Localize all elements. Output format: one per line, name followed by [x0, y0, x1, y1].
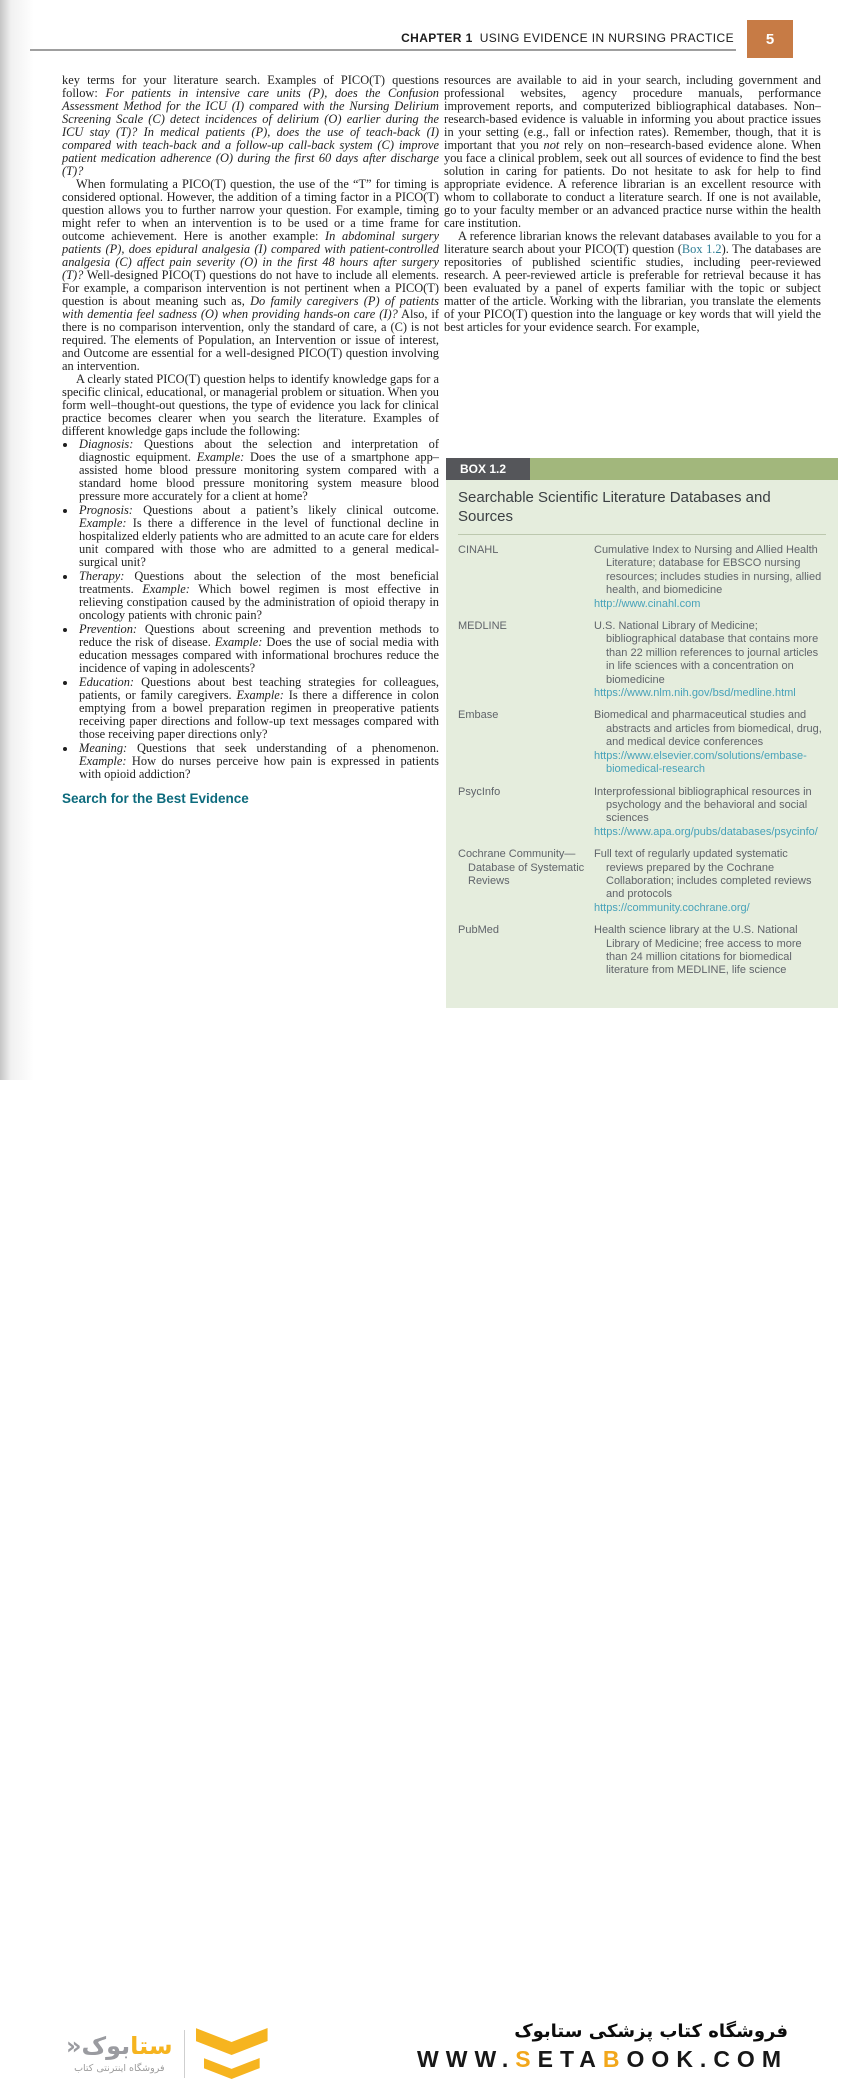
- paragraph: resources are available to aid in your search, including government and professional websites, agency procedure manuals, performance improvement reports, and computerized bibliographical databases. Non–research-based evidence is valuable in informing you about practice issues in your setting (e.g., fall or infection rates). Remember, though, that it is important that you not rely on non–research-based evidence alone. When you face a clinical problem, seek out all sources of evidence to find the best solution in caring for patients. Do not hesitate to ask for help to find appropriate evidence. A reference librarian is an excellent resource with whom to collaborate to conduct a literature search. If one is not available, go to your faculty member or an advanced practice nurse within the health care institution.: [444, 73, 821, 230]
- database-description: Full text of regularly updated systematic reviews prepared by the Cochrane Collaboration; includes completed reviews and protocols: [594, 848, 812, 901]
- section-heading: Search for the Best Evidence: [62, 791, 249, 806]
- list-item: • Therapy: Questions about the selection of the most beneficial treatments. Example: Which bowel regimen is most effective in relieving constipation caused by the administration of opioid therapy in oncology patients with chronic pain?: [77, 570, 439, 622]
- database-link[interactable]: https://www.elsevier.com/solutions/embase-biomedical-research: [594, 749, 807, 776]
- table-row: [458, 544, 826, 611]
- list-item: • Prognosis: Questions about a patient’s likely clinical outcome. Example: Is there a difference in the level of functional decline in hospitalized elderly patients who are admitted to an acute care for elders unit compared with those who are admitted to a general medical-surgical unit?: [77, 504, 439, 569]
- site-title-persian: فروشگاه کتاب پزشکی ستابوک: [514, 2021, 788, 2042]
- table-row: [458, 709, 826, 776]
- box-header: [446, 458, 838, 480]
- left-text-column: [62, 74, 439, 805]
- database-link[interactable]: https://www.apa.org/pubs/databases/psycinfo/: [594, 825, 818, 838]
- table-row: [458, 786, 826, 840]
- chevron-icon: [196, 2028, 268, 2079]
- database-name: PsycInfo: [458, 785, 501, 798]
- footer-banner: [0, 1008, 844, 2074]
- list-item: • Diagnosis: Questions about the selection and interpretation of diagnostic equipment. Example: Does the use of a smartphone app–assisted home blood pressure monitoring system compared with a standard home blood pressure monitoring system measure blood pressure more accurately for a client at home?: [77, 438, 439, 503]
- database-link[interactable]: https://community.cochrane.org/: [594, 901, 750, 914]
- site-block: [417, 2021, 788, 2073]
- running-head: [401, 31, 734, 45]
- header-rule: [30, 49, 736, 51]
- page-left-scan-shadow: [0, 0, 34, 1080]
- chapter-title: USING EVIDENCE IN NURSING PRACTICE: [479, 31, 734, 45]
- box-title: Searchable Scientific Literature Databases and Sources: [458, 489, 826, 535]
- page-number-badge: [747, 20, 793, 58]
- box-body: [446, 480, 838, 1008]
- database-link[interactable]: http://www.cinahl.com: [594, 597, 701, 610]
- paragraph: key terms for your literature search. Examples of PICO(T) questions follow: For patients in intensive care units (P), does the Confusion Assessment Method for the ICU (I) compared with the Nursing Delirium Screening Scale (C) detect incidences of delirium (O) earlier during the ICU stay (T)? In medical patients (P), does the use of teach-back (I) compared with teach-back and a follow-up call-back system (C) improve patient medication adherence (O) during the first 60 days after discharge (T)?: [62, 73, 440, 178]
- database-name: Embase: [458, 709, 499, 722]
- database-name: MEDLINE: [458, 620, 507, 633]
- logo-divider: [184, 2030, 185, 2078]
- table-row: [458, 620, 826, 700]
- setabook-logo: [66, 2028, 268, 2079]
- chapter-label: CHAPTER 1: [401, 31, 473, 45]
- logo-subtitle: فروشگاه اینترنتی کتاب: [74, 2063, 165, 2074]
- logo-wordmark: ستابوک«: [66, 2032, 173, 2060]
- database-description: Interprofessional bibliographical resources in psychology and the behavioral and social sciences: [594, 785, 812, 825]
- database-description: Health science library at the U.S. National Library of Medicine; free access to more than 24 million citations for biomedical literature from MEDLINE, life science: [594, 924, 802, 977]
- list-item: • Meaning: Questions that seek understanding of a phenomenon. Example: How do nurses perceive how pain is expressed in patients with opioid addiction?: [77, 742, 439, 781]
- database-name: Cochrane Community—Database of Systematic Reviews: [458, 848, 585, 887]
- chevron-top: [196, 2028, 268, 2055]
- logo-text-block: [66, 2033, 173, 2074]
- database-link[interactable]: https://www.nlm.nih.gov/bsd/medline.html: [594, 687, 796, 700]
- right-text-column: [444, 74, 821, 334]
- database-description: Biomedical and pharmaceutical studies and abstracts and articles from biomedical, drug, and medical device conferences: [594, 709, 822, 749]
- page-number: 5: [765, 30, 775, 48]
- table-row: [458, 924, 826, 978]
- list-item: • Prevention: Questions about screening and prevention methods to reduce the risk of disease. Example: Does the use of social media with education messages compared with informational brochures reduce the incidence of vaping in adolescents?: [77, 623, 439, 675]
- box-header-bar: [530, 458, 838, 480]
- box-label: BOX 1.2: [446, 458, 530, 480]
- table-row: [458, 848, 826, 915]
- knowledge-gap-list: [62, 438, 439, 781]
- paragraph: A clearly stated PICO(T) question helps to identify knowledge gaps for a specific clinical, educational, or managerial problem or situation. When you form well–thought-out questions, the type of evidence you lack for clinical practice becomes clearer when you search the literature. Examples of different knowledge gaps include the following:: [62, 372, 439, 438]
- box-1-2: [446, 458, 838, 1008]
- database-name: PubMed: [458, 924, 499, 937]
- list-item: • Education: Questions about best teaching strategies for colleagues, patients, or family caregivers. Example: Is there a difference in colon emptying from a bowel preparation regimen in preoperative patients receiving paper directions and follow-up text messages compared with those receiving paper directions only?: [77, 676, 439, 741]
- site-url[interactable]: WWW.SETABOOK.COM: [417, 2046, 788, 2072]
- paragraph: When formulating a PICO(T) question, the use of the “T” for timing is considered optional. However, the addition of a timing factor in a PICO(T) question allows you to further narrow your question. For example, timing might refer to when an intervention is to be used or a time frame for outcome achievement. Here is another example: In abdominal surgery patients (P), does epidural analgesia (I) compared with patient-controlled analgesia (C) affect pain severity (O) in the first 48 hours after surgery (T)? Well-designed PICO(T) questions do not have to include all elements. For example, a comparison intervention is not pertinent when a PICO(T) question is about meaning such as, Do family caregivers (P) of patients with dementia feel sadness (O) when providing hands-on care (I)? Also, if there is no comparison intervention, only the standard of care, a (C) is not required. The elements of Population, an Intervention or issue of interest, and Outcome are essential for a well-designed PICO(T) question involving an intervention.: [62, 177, 440, 373]
- database-name: CINAHL: [458, 544, 499, 556]
- chevron-bottom: [204, 2058, 260, 2079]
- paragraph: A reference librarian knows the relevant databases available to you for a literature search about your PICO(T) question (Box 1.2). The databases are repositories of published scientific studies, including peer-reviewed research. A peer-reviewed article is preferable for retrieval because it has been evaluated by a panel of experts familiar with the topic or subject matter of the article. Working with the librarian, you translate the elements of your PICO(T) question into the language or key words that will yield the best articles for your evidence search. For example,: [444, 229, 821, 334]
- database-description: U.S. National Library of Medicine; bibliographical database that contains more than 22 million references to journal articles in life sciences with a concentration on biomedicine: [594, 620, 819, 686]
- database-description: Cumulative Index to Nursing and Allied Health Literature; database for EBSCO nursing resources; includes studies in nursing, allied health, and biomedicine: [594, 544, 822, 597]
